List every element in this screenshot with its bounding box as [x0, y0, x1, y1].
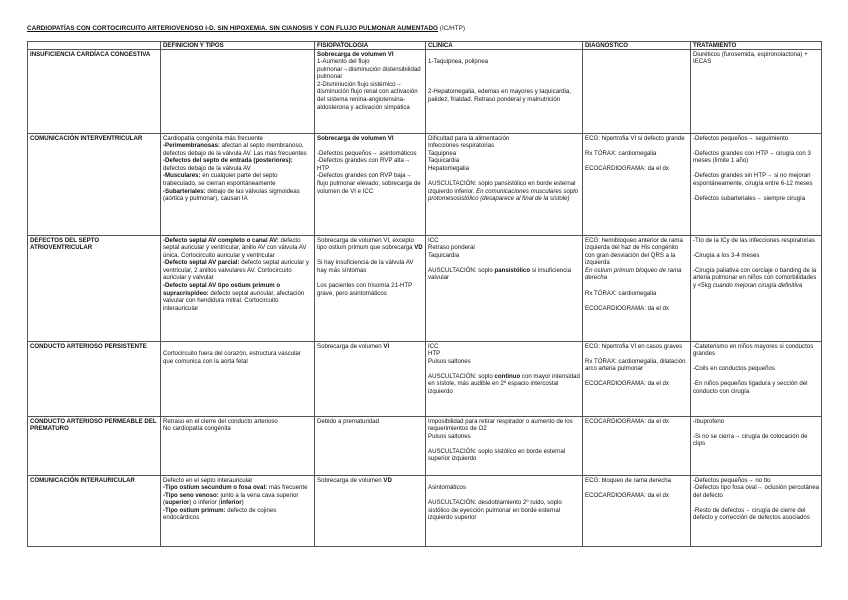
text: Si hay insuficiencia de la válvula AV hay más síntomas — [317, 259, 414, 274]
bold-text: -Tipo ostium secundum o fosa oval: — [163, 484, 268, 492]
text: ECOCARDIOGRAMA: da el dx — [585, 164, 669, 172]
cell-line — [428, 418, 580, 433]
text: Sobrecarga de volumen VI, excepto tipo ostium primum que sobrecarga — [317, 236, 415, 252]
text: Los pacientes con trisomía 21-HTP grave, pero asintomáticos — [317, 282, 413, 297]
cell-line — [428, 267, 580, 282]
cell-line — [585, 358, 688, 373]
italic-text: En comunicaciones musculares soplo protomesosistólico (desaparece al final de la sístole) — [428, 187, 579, 203]
cell-line — [317, 237, 423, 252]
cell-physiopathology — [315, 476, 426, 547]
cell-line — [585, 492, 688, 500]
bold-text: -Musculares: — [163, 172, 201, 180]
bold-text: -Defecto septal AV tipo ostium primum o supracrispídeo: — [163, 282, 281, 297]
text: 1-Aumento del flujo pulmonar→disminución distensibilidad pulmonar — [317, 58, 421, 81]
text: ECG: bloqueo de rama derecha — [585, 476, 672, 484]
cell-line — [693, 237, 819, 245]
cell-line — [428, 142, 580, 150]
cell-line — [693, 380, 819, 395]
text: AUSCULTACIÓN: desdoblamiento 2º ruido, soplo sistólico de eyección pulmonar en borde esternal izquierdo superior — [428, 499, 562, 522]
text: ) o inferior ( — [189, 499, 221, 507]
cell-line — [163, 157, 312, 172]
page-title-abbr: (IC/HTP) — [438, 25, 466, 32]
text: Taquicardia — [428, 251, 460, 259]
cell-clinical — [426, 134, 583, 236]
cell-line — [163, 172, 312, 187]
cell-line — [585, 157, 688, 165]
text: -Cirugía a los 3-4 meses — [693, 251, 760, 259]
bold-text: -Perimembranosas: — [163, 142, 220, 150]
bold-text: -Tipo seno venoso: — [163, 491, 219, 499]
text: ICC — [428, 342, 439, 350]
cell-line — [428, 252, 580, 260]
cell-treatment — [691, 417, 822, 476]
cell-line — [163, 135, 312, 143]
cell-clinical — [426, 50, 583, 134]
cell-line — [585, 150, 688, 158]
cell-diagnosis — [583, 50, 691, 134]
table-row — [28, 236, 822, 342]
page-title — [27, 25, 465, 32]
cell-line — [585, 290, 688, 298]
text: -Cirugía paliativa con cerclaje o banding de la arteria pulmonar en niños con comorbilidades y <5kg — [693, 266, 817, 290]
text: Rx TÓRAX: cardiomegalia, dilatación arco arteria pulmonar — [585, 357, 686, 373]
text: Asintomáticos — [428, 484, 466, 492]
cell-line — [428, 358, 580, 366]
cell-line — [317, 81, 423, 111]
cell-line — [428, 448, 580, 463]
cell-treatment — [691, 50, 822, 134]
cell-line — [163, 492, 312, 507]
cell-treatment — [691, 236, 822, 342]
cell-line — [317, 252, 423, 260]
text: defecto septal auricular y ventricular, anillo AV con válvula AV única. Cortocircuito auricular y ventricular — [163, 236, 307, 259]
text: más frecuente — [267, 484, 308, 492]
text: Rx TÓRAX: cardiomegalia — [585, 289, 657, 297]
cell-line — [428, 350, 580, 358]
text: junto a la vena cava superior ( — [163, 491, 299, 507]
cell-treatment — [691, 476, 822, 547]
italic-text: En ostium primum bloqueo de rama derecha — [585, 266, 682, 282]
text: Hepatomegalia — [428, 164, 469, 172]
text: Retraso ponderal — [428, 244, 475, 252]
bold-text: Sobrecarga de volumen VI — [317, 50, 394, 58]
cell-line — [163, 425, 312, 433]
cell-line — [693, 195, 819, 203]
bold-text: continuo — [494, 372, 521, 380]
cell-diagnosis — [583, 417, 691, 476]
text: -Si no se cierra→ cirugía de colocación de clips — [693, 432, 808, 448]
cell-diagnosis — [583, 342, 691, 417]
italic-text: cuando mejoran cirugía definitiva — [711, 282, 803, 290]
text: -Resto de defectos→ cirugía de cierre del defecto y corrección de defectos asociados — [693, 506, 810, 522]
cell-line — [428, 365, 580, 373]
cell-physiopathology — [315, 417, 426, 476]
cell-line — [317, 282, 423, 297]
text: AUSCULTACIÓN: soplo pansistólico en borde esternal izquierdo inferior. — [428, 180, 576, 195]
bold-text: -Subarteriales: — [163, 187, 206, 195]
cell-line — [163, 142, 312, 157]
cell-line — [163, 507, 312, 522]
cell-line — [317, 274, 423, 282]
cell-line — [428, 477, 580, 485]
text: ECOCARDIOGRAMA: da el dx — [585, 304, 669, 312]
text: Diuréticos (furosemida, espironolactona) + IECAS — [693, 50, 808, 66]
text: ECG: hipertrofia VI si defecto grande — [585, 134, 685, 142]
text: -Defectos grandes con HTP→ cirugía con 3 meses (límite 1 año) — [693, 149, 811, 165]
text: Cardiopatía congénita más frecuente — [163, 134, 263, 142]
text: No cardiopatía congénita — [163, 425, 231, 433]
cell-line — [693, 365, 819, 373]
text: -Defectos pequeños→ seguimiento — [693, 134, 789, 142]
cell-line — [428, 433, 580, 441]
table-row — [28, 50, 822, 134]
cell-line — [428, 499, 580, 522]
cell-line — [693, 51, 819, 66]
cell-clinical — [426, 476, 583, 547]
bold-text: VD — [414, 244, 423, 252]
cell-line — [585, 267, 688, 282]
cell-physiopathology — [315, 50, 426, 134]
text: Infecciones respiratorias — [428, 142, 495, 150]
cell-line — [693, 165, 819, 173]
cell-line — [317, 172, 423, 195]
cell-line — [317, 135, 423, 143]
cell-clinical — [426, 417, 583, 476]
cell-line — [428, 343, 580, 351]
cell-line — [693, 433, 819, 448]
bold-text: pansistólico — [494, 266, 531, 274]
cell-line — [428, 259, 580, 267]
text: -Defectos grandes con RVP alta→ HTP — [317, 157, 410, 172]
text: con mayor intensidad en sístole, más audible en 2º espacio intercostal izquierdo — [428, 372, 580, 396]
cell-line — [428, 81, 580, 89]
cell-line — [163, 477, 312, 485]
text: defecto de cojines endocárdicos — [163, 506, 277, 522]
row-heading: COMUNICACIÓN INTERVENTRICULAR — [28, 134, 161, 236]
cell-line — [585, 135, 688, 143]
cell-definition — [161, 417, 315, 476]
row-heading: CONDUCTO ARTERIOSO PERMEABLE DEL PREMATURO — [28, 417, 161, 476]
cell-line — [163, 343, 312, 351]
cell-line — [585, 142, 688, 150]
header-cell-clinical: CLÍNICA — [426, 42, 583, 50]
cell-line — [693, 150, 819, 165]
table-row — [28, 417, 822, 476]
text: 2-Hepatomegalia, edemas en mayores y taquicardia, palidez, frialdad. Retraso ponderal y malnutrición — [428, 88, 571, 104]
text: en cualquier parte del septo trabeculado, se cierran espontáneamente — [163, 172, 278, 188]
text: Taquicardia — [428, 157, 460, 165]
text: Retraso en el cierre del conducto arterioso — [163, 417, 278, 425]
text: Defecto en el septo interauricular — [163, 476, 253, 484]
text: 1-Taquipnea, polipnea — [428, 58, 488, 66]
text: ECOCARDIOGRAMA: da el dx — [585, 491, 669, 499]
cell-definition — [161, 50, 315, 134]
row-heading: COMUNICACIÓN INTERAURICULAR — [28, 476, 161, 547]
cell-line — [693, 484, 819, 499]
cell-line — [428, 244, 580, 252]
cell-line — [585, 282, 688, 290]
text: AUSCULTACIÓN: soplo — [428, 266, 495, 274]
cell-line — [317, 51, 423, 59]
bold-text: -Defecto septal AV completo o canal AV: — [163, 236, 279, 244]
cell-line — [693, 507, 819, 522]
cell-line — [163, 350, 312, 365]
text: AUSCULTACIÓN: soplo sistólico en borde esternal superior izquierdo — [428, 447, 566, 463]
cell-clinical — [426, 342, 583, 417]
bold-text: VD — [383, 476, 392, 484]
cell-clinical — [426, 236, 583, 342]
text: Sobrecarga de volumen — [317, 476, 384, 484]
text: ECOCARDIOGRAMA: da el dx — [585, 380, 669, 388]
table-row — [28, 134, 822, 236]
text: -En niños pequeños ligadura y sección del conducto con cirugía — [693, 380, 808, 396]
cell-line — [693, 499, 819, 507]
text: ) — [241, 499, 244, 507]
cell-line — [693, 373, 819, 381]
text: -Defectos subarteriales→ siempre cirugía — [693, 195, 806, 203]
text: -Coils en conductos pequeños — [693, 365, 775, 373]
cell-line — [163, 282, 312, 312]
cell-line — [693, 244, 819, 252]
cell-line — [317, 477, 423, 485]
cell-line — [585, 237, 688, 267]
header-row — [28, 42, 822, 50]
text: Pulsos saltones — [428, 357, 471, 365]
cell-treatment — [691, 134, 822, 236]
header-cell-definition: DEFINICIÓN Y TIPOS — [161, 42, 315, 50]
text: -Ibuprofeno — [693, 417, 725, 425]
cell-line — [428, 492, 580, 500]
text: defecto septal auricular y ventricular, 2 anillos valvulares AV. Cortocircuito auricular y valvular — [163, 259, 309, 282]
cell-line — [317, 142, 423, 150]
cell-line — [163, 188, 312, 203]
cell-definition — [161, 134, 315, 236]
text: Cortocircuito fuera del corazón, estructura vascular que comunica con la aorta fetal — [163, 350, 301, 365]
text: -Tto de la ICy de las infecciones respiratorias — [693, 236, 815, 244]
text: si insuficiencia valvular — [428, 266, 572, 282]
cell-definition — [161, 342, 315, 417]
cell-diagnosis — [583, 236, 691, 342]
text: afectan al septo membranoso, defectos debajo de la válvula AV. Las más frecuentes — [163, 142, 307, 157]
cell-line — [163, 418, 312, 426]
table-row — [28, 476, 822, 547]
text: -Defectos tipo fosa oval→ oclusión percutánea del defecto — [693, 484, 820, 499]
cell-line — [693, 252, 819, 260]
cell-line — [428, 172, 580, 180]
bold-text: -Defecto septal AV parcial: — [163, 259, 240, 267]
cell-line — [693, 425, 819, 433]
text: Sobrecarga de volumen — [317, 342, 384, 350]
row-heading: CONDUCTO ARTERIOSO PERSISTENTE — [28, 342, 161, 417]
cell-line — [585, 297, 688, 305]
cell-physiopathology — [315, 134, 426, 236]
cell-line — [428, 157, 580, 165]
cell-line — [585, 380, 688, 388]
text: -Defectos grandes con RVP baja→ flujo pulmonar elevado, sobrecarga de volumen de VI e ICC — [317, 172, 421, 195]
cell-line — [428, 373, 580, 396]
row-heading: INSUFICIENCIA CARDÍACA CONGESTIVA — [28, 50, 161, 134]
text: Pulsos saltones — [428, 432, 471, 440]
text: Imposibilidad para retirar respirador o aumento de los requerimientos de O2 — [428, 417, 573, 433]
cell-line — [317, 150, 423, 158]
bold-text: inferior — [220, 499, 242, 507]
text: debajo de las válvulas sigmoideas (aórtica y pulmonar), causan IA — [163, 187, 300, 203]
cell-treatment — [691, 342, 822, 417]
bold-text: Sobrecarga de volumen VI — [317, 134, 394, 142]
cell-line — [693, 172, 819, 187]
cell-line — [693, 418, 819, 426]
cell-line — [317, 58, 423, 81]
cell-line — [317, 418, 423, 426]
text: defecto septal auricular, afectación valvular con hendidura mitral. Cortocircuito interauricular — [163, 289, 305, 312]
cell-line — [585, 343, 688, 351]
cell-line — [428, 51, 580, 59]
cell-line — [693, 259, 819, 267]
cell-line — [317, 343, 423, 351]
text: Rx TÓRAX: cardiomegalia — [585, 149, 657, 157]
cell-line — [428, 237, 580, 245]
cell-line — [693, 358, 819, 366]
cell-line — [428, 58, 580, 66]
cell-line — [317, 259, 423, 274]
cell-line — [317, 157, 423, 172]
text: -Cateterismo en niños mayores si conductos grandes — [693, 342, 814, 358]
table-row — [28, 342, 822, 417]
cell-line — [693, 188, 819, 196]
cell-line — [693, 343, 819, 358]
text: ECOCARDIOGRAMA: da el dx — [585, 417, 669, 425]
bold-text: superior — [165, 499, 190, 507]
cell-line — [693, 142, 819, 150]
cell-line — [693, 267, 819, 290]
cell-line — [428, 180, 580, 203]
text: ICC — [428, 236, 439, 244]
cell-line — [428, 88, 580, 103]
cell-line — [585, 484, 688, 492]
header-cell-physiopathology: FISIOPATOLOGÍA — [315, 42, 426, 50]
cell-diagnosis — [583, 134, 691, 236]
cell-line — [585, 418, 688, 426]
text: AUSCULTACIÓN: soplo — [428, 372, 495, 380]
text: -Defectos grandes sin HTP→ si no mejoran espontáneamente, cirugía entre 6-12 meses — [693, 172, 813, 188]
cell-line — [428, 135, 580, 143]
cell-line — [428, 440, 580, 448]
cell-diagnosis — [583, 476, 691, 547]
text: ECG: hipertrofia VI en casos graves — [585, 342, 683, 350]
text: -Defectos pequeños→ no tto — [693, 476, 771, 484]
cell-physiopathology — [315, 236, 426, 342]
text: defectos debajo de la válvula AV — [163, 164, 251, 172]
cell-line — [163, 237, 312, 260]
cell-definition — [161, 236, 315, 342]
cardiopathy-table — [27, 41, 822, 547]
cell-line — [585, 477, 688, 485]
text: Taquipnea — [428, 149, 457, 157]
cell-line — [428, 73, 580, 81]
cell-line — [585, 165, 688, 173]
cell-line — [163, 259, 312, 282]
cell-line — [585, 305, 688, 313]
bold-text: VI — [383, 342, 390, 350]
bold-text: -Tipo ostium primum: — [163, 506, 226, 514]
header-cell-treatment: TRATAMIENTO — [691, 42, 822, 50]
cell-physiopathology — [315, 342, 426, 417]
text: Dificultad para la alimentación — [428, 134, 510, 142]
cell-line — [428, 484, 580, 492]
cell-line — [428, 150, 580, 158]
cell-definition — [161, 476, 315, 547]
page-title-main: CARDIOPATÍAS CON CORTOCIRCUITO ARTERIOVENOSO I-D. SIN HIPOXEMIA. SIN CIANOSIS Y CON FLUJO PULMONAR AUMENTADO — [27, 25, 438, 32]
text: 2-Disminución flujo sistémico→ disminución flujo renal con activación del sistema renina-angiotensina-aldosterona y activación simpática — [317, 80, 418, 111]
cell-line — [585, 373, 688, 381]
cell-line — [163, 484, 312, 492]
header-cell-diagnosis: DIAGNÓSTICO — [583, 42, 691, 50]
cell-line — [428, 66, 580, 74]
cell-line — [693, 135, 819, 143]
text: HTP — [428, 350, 441, 358]
text: Debido a prematuridad — [317, 417, 379, 425]
header-cell-empty — [28, 42, 161, 50]
cell-line — [693, 477, 819, 485]
cell-line — [585, 350, 688, 358]
text: ECG: hemibloqueo anterior de rama izquierda del haz de His congénito con gran desviación del QRS a la izquierda — [585, 236, 683, 267]
bold-text: -Defectos del septo de entrada (posteriores): — [163, 157, 293, 165]
row-heading: DEFECTOS DEL SEPTO ATRIOVENTRICULAR — [28, 236, 161, 342]
text: -Defectos pequeños→ asintomáticos — [317, 149, 417, 157]
cell-line — [428, 165, 580, 173]
